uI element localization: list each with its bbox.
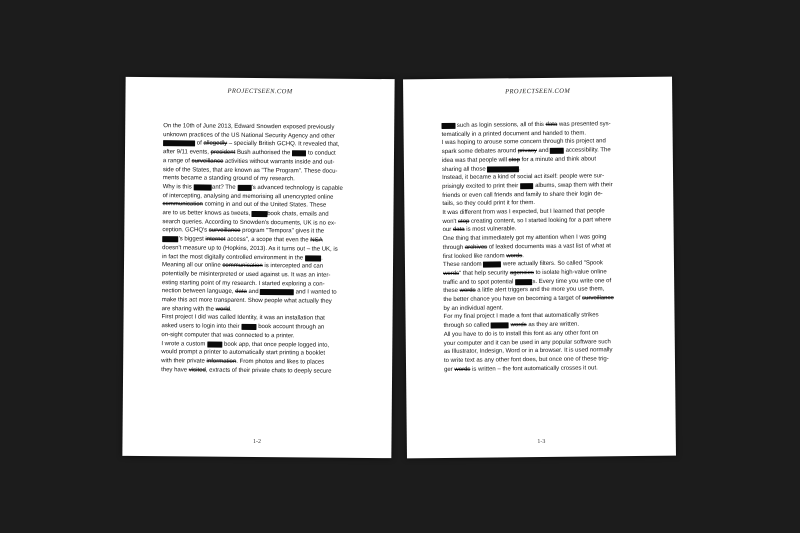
struck-word: words [459, 288, 476, 295]
text-run: through so called [443, 322, 492, 330]
text-run: friends or even call friends and family to share their login de- [442, 190, 603, 199]
text-run: of intercepting, analysing and memorising all unencrypted online [162, 192, 334, 201]
text-run: in fact the most digitally controlled environment in the [162, 253, 305, 261]
text-run: . From photos and likes to places [236, 358, 325, 366]
text-run: such as login sessions, all of this [455, 121, 546, 129]
text-run: . [522, 252, 524, 259]
text-run: of leaked documents was a vast list of what at [487, 243, 611, 251]
struck-word: surveillance [582, 295, 614, 302]
redacted-word [305, 255, 321, 261]
text-run: Instead, it became a kind of social act itself: people were sur- [442, 173, 605, 182]
text-run: I wrote a custom [161, 340, 208, 348]
text-run: to write text as any other font does, but once one of these trig- [443, 356, 609, 364]
text-run: Meaning all our online [161, 262, 223, 269]
text-run: to conduct [306, 150, 336, 157]
text-run: prisingly excited to print their [442, 183, 520, 190]
text-run: as Illustrator, Indesign, Word or in a browser. It is used normally [443, 347, 613, 356]
struck-word: words [506, 252, 523, 259]
redacted-word [193, 184, 212, 190]
text-run: nection between language, [161, 288, 236, 296]
text-run: s. Every time you write one of [532, 277, 612, 285]
text-run: esting starting point of my research. I started exploring a con- [161, 279, 325, 288]
text-run: sharing all those [441, 166, 488, 173]
struck-word: privacy [517, 148, 537, 155]
struck-word: words [443, 270, 460, 277]
text-run: after 9/11 events, [162, 149, 211, 156]
text-run: book chats, emails and [267, 211, 329, 218]
text-run: activities without warrants inside and out- [223, 158, 335, 166]
text-run: tails, so they could print it for them. [442, 200, 536, 208]
text-run: . [321, 255, 323, 262]
text-run: for a minute and think about [519, 156, 597, 164]
text-run: as they are written. [526, 321, 580, 329]
struck-word: data [452, 227, 465, 234]
text-run: and [536, 147, 551, 155]
struck-word: NSA [310, 237, 323, 244]
text-run: 's biggest [178, 236, 206, 243]
struck-word: world [215, 306, 231, 313]
struck-word: communication [162, 201, 203, 208]
struck-word: words [454, 366, 471, 373]
page-body [161, 122, 366, 376]
redacted-word [491, 322, 509, 328]
text-run: " that help security [459, 270, 510, 277]
text-run: These random [442, 261, 484, 269]
redacted-word [162, 236, 178, 242]
text-run: is intercepted and can [262, 263, 324, 270]
redacted-word [487, 166, 519, 172]
text-run: tematically in a printed document and handed to them. [441, 130, 587, 138]
text-run: by an individual agent. [443, 305, 504, 312]
text-run: accessibility. The [563, 147, 611, 154]
struck-word: data [545, 121, 558, 128]
text-run: unknown practices of the US National Security Agency and other [163, 131, 335, 140]
page-number: 1-3 [537, 438, 546, 446]
text-run: creating content, so I started looking for a part where [469, 216, 612, 225]
text-run: to isolate high-value online [533, 269, 607, 277]
text-run: potentially be misinterpreted or used against us. It was an inter- [161, 271, 331, 279]
text-run: . [518, 165, 521, 172]
text-run: Bush authorised the [235, 149, 293, 157]
text-line [161, 366, 364, 376]
text-run: doesn't measure up to (Hopkins, 2013). As it turns out – the UK, is [162, 245, 338, 253]
text-run: make this act more transparent. Show people what actually they [161, 297, 332, 305]
text-run: with their private [161, 358, 207, 365]
text-run: search queries. According to Snowden's documents, UK is no ex- [162, 218, 336, 227]
text-run: idea was that people will [441, 157, 509, 164]
redacted-word [550, 148, 564, 154]
text-run: I was hoping to arouse some concern through this project and [441, 138, 606, 147]
redacted-word [520, 183, 534, 189]
struck-word: data [235, 289, 247, 296]
redacted-word [163, 141, 195, 147]
text-run: It was different from was I expected, but I learned that people [442, 208, 605, 217]
text-run: are to us better knows as tweets, [162, 210, 252, 217]
text-run: side of the States, that are known as "The Program". These docu- [162, 166, 338, 175]
redacted-word [483, 262, 501, 268]
redacted-word [207, 341, 222, 347]
redacted-word [441, 123, 455, 129]
struck-word: words [510, 322, 527, 329]
text-run: of [195, 140, 204, 147]
page-header: PROJECTSEEN.COM [505, 87, 571, 96]
struck-word: archives [464, 244, 488, 251]
text-run: ger [444, 366, 455, 373]
text-run: book app, that once people logged into, [222, 341, 330, 349]
redacted-word [252, 211, 267, 217]
text-run: All you have to do is to install this font as any other font on [443, 330, 599, 338]
page-body [441, 120, 647, 375]
text-run: is written – the font automatically crosses it out. [470, 365, 598, 373]
text-run: albums, swap them with their [533, 182, 613, 189]
text-run: first looked like random [442, 252, 507, 260]
redacted-word [237, 185, 251, 191]
text-run: and [246, 289, 261, 296]
text-run: – specially British GCHQ. It revealed that, [227, 141, 340, 149]
text-run: the better chance you have on becoming a target of [443, 295, 583, 304]
text-run: our [442, 227, 453, 234]
text-run: 's advanced technology is capable [251, 184, 343, 192]
struck-word: visited [188, 367, 206, 374]
text-run: ant? The [212, 184, 238, 191]
redacted-word [292, 150, 306, 156]
text-run: your computer and it can be used in any popular software such [443, 338, 611, 347]
text-run: asked users to login into their [161, 323, 242, 331]
text-run: program "Tempora" gives it the [240, 228, 325, 236]
text-run: a little alert triggers and the more you use them, [475, 286, 605, 295]
text-run: these [443, 288, 460, 295]
struck-word: stop [457, 218, 470, 225]
text-run: is most vulnerable. [464, 226, 517, 234]
text-run: , extracts of their private chats to deeply secure [205, 367, 332, 375]
redacted-word [515, 279, 532, 285]
redacted-word [260, 289, 294, 295]
struck-word: president [210, 149, 236, 156]
text-run: For my final project I made a font that automatically strikes [443, 312, 599, 321]
text-run: ments became a standing ground of my research. [162, 175, 295, 183]
text-run: Why is this [162, 184, 194, 191]
text-run: they have [161, 366, 189, 374]
text-run: coming in and out of the United States. These [202, 201, 327, 209]
text-run: was presented sys- [557, 121, 611, 128]
struck-word: surveillance [191, 158, 224, 165]
text-run: access", a scope that even the [225, 236, 311, 244]
text-run: traffic and to spot potential [443, 278, 516, 286]
struck-word: communication [222, 262, 263, 270]
struck-word: stop [508, 157, 520, 164]
struck-word: agencies [509, 270, 534, 277]
struck-word: allegedly [203, 140, 228, 148]
document-page-right [403, 77, 676, 459]
page-header: PROJECTSEEN.COM [227, 87, 293, 96]
struck-word: information [206, 358, 237, 365]
text-run: on-sight computer that was connected to a printer. [161, 332, 295, 340]
text-run: book account through an [256, 324, 325, 331]
text-run: ception. GCHQ's [162, 227, 209, 235]
struck-word: surveillance [208, 228, 241, 235]
text-run: were actually filters. So called "Spook [501, 260, 603, 268]
text-run: won't [442, 218, 459, 225]
page-number: 1-2 [252, 438, 262, 446]
text-run: a range of [162, 157, 192, 165]
text-run: spark some debates around [441, 148, 518, 156]
text-run: would prompt a printer to automatically start printing a booklet [161, 349, 326, 357]
text-run: On the 10th of June 2013, Edward Snowden exposed previously [163, 123, 335, 131]
document-page-left [122, 77, 394, 458]
text-run: One thing that immediately got my attention when I was going [442, 234, 607, 243]
text-run: and I wanted to [293, 289, 337, 297]
redacted-word [241, 324, 256, 330]
text-line [444, 364, 647, 375]
text-run: . [229, 306, 232, 313]
struck-word: internet [205, 236, 226, 243]
text-run: are sharing with the [161, 305, 216, 313]
text-run: through [442, 244, 465, 251]
text-run: First project I did was called Identity, it was an installation that [161, 314, 325, 323]
